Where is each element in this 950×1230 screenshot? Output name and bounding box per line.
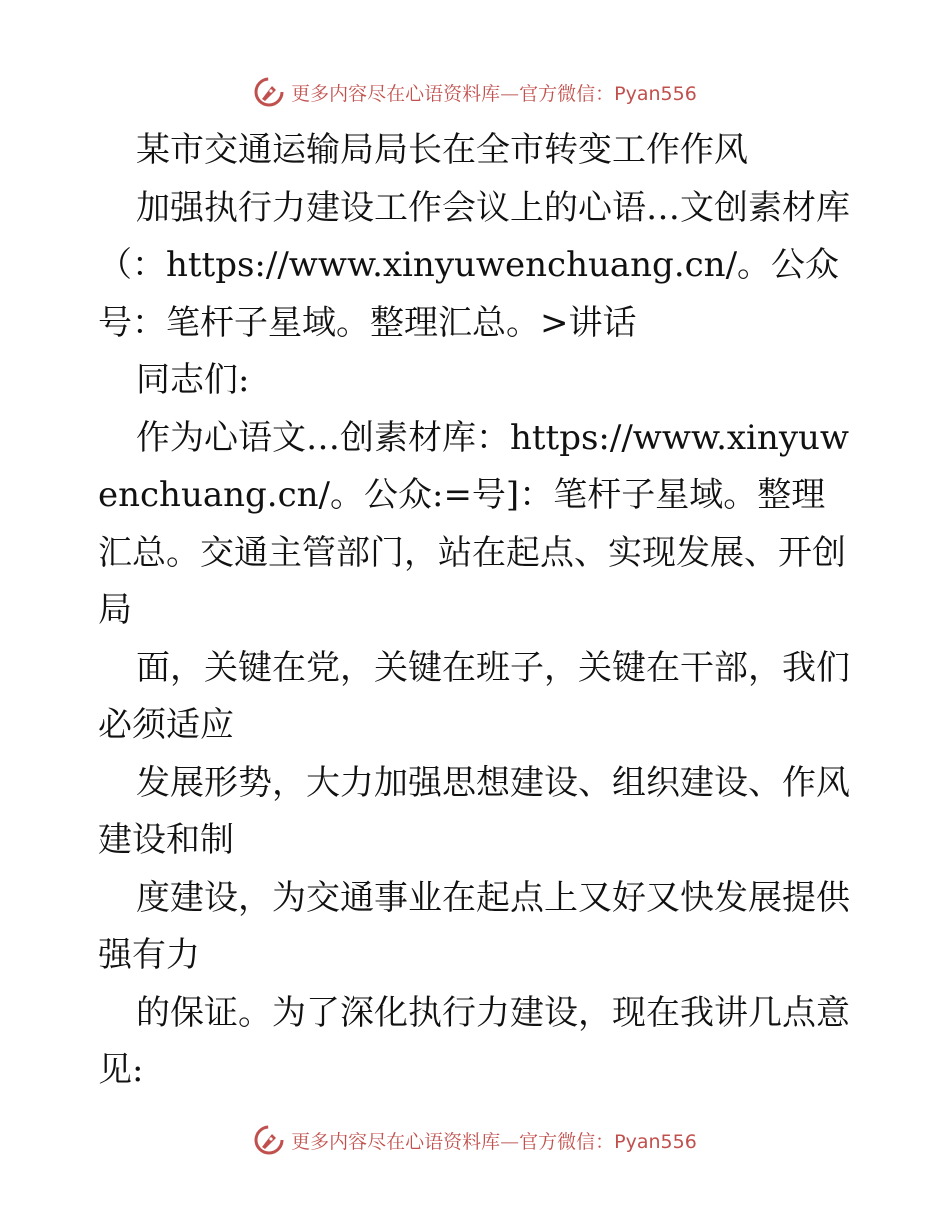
header-banner-wechat: 官方微信：Pyan556 (519, 82, 697, 105)
footer-banner-separator: — (500, 1130, 520, 1153)
pen-nib-logo-icon (253, 76, 285, 108)
document-paragraph: 的保证。为了深化执行力建设，现在我讲几点意见: (98, 992, 850, 1090)
footer-banner-title: 更多内容尽在心语资料库 (291, 1130, 501, 1153)
footer-banner-text (291, 1127, 697, 1154)
document-paragraph: 某市交通运输局局长在全市转变工作作风 (136, 130, 748, 170)
pen-nib-logo-icon (253, 1124, 285, 1156)
header-banner-text (291, 79, 697, 106)
document-paragraph: 作为心语文…创素材库：https://www.xinyuwenchuang.cn/。公众:=号]：笔杆子星域。整理汇总。交通主管部门，站在起点、实现发展、开创局 (98, 417, 850, 630)
header-banner-title: 更多内容尽在心语资料库 (291, 82, 501, 105)
footer-banner (0, 1120, 950, 1160)
document-paragraph: 加强执行力建设工作会议上的心语…文创素材库（：https://www.xinyuwenchuang.cn/。公众号：笔杆子星域。整理汇总。>讲话 (98, 187, 850, 343)
document-body (98, 122, 850, 1100)
document-paragraph: 同志们: (136, 360, 250, 400)
header-banner-separator: — (500, 82, 520, 105)
document-paragraph: 面，关键在党，关键在班子，关键在干部，我们必须适应 (98, 647, 850, 745)
header-banner (0, 72, 950, 112)
footer-banner-wechat: 官方微信：Pyan556 (519, 1130, 697, 1153)
document-paragraph: 度建设，为交通事业在起点上又好又快发展提供强有力 (98, 877, 850, 975)
document-paragraph: 发展形势，大力加强思想建设、组织建设、作风建设和制 (98, 762, 850, 860)
